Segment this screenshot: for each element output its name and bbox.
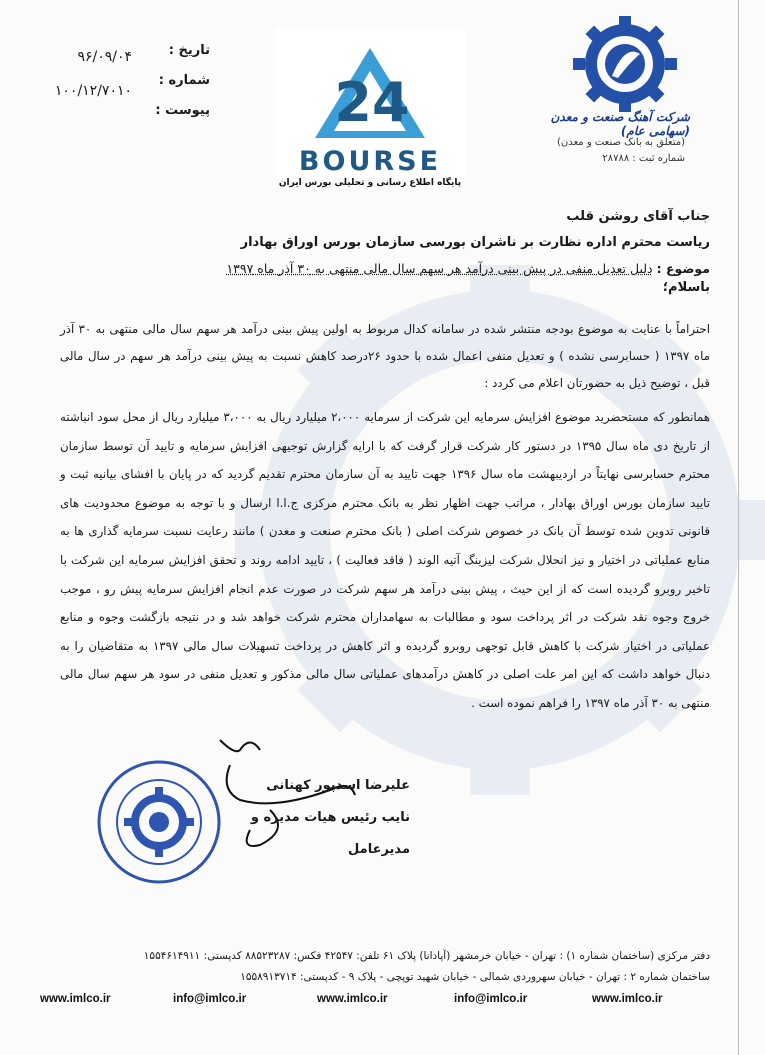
company-name: شرکت آهنگ صنعت و معدن (سهامی عام) <box>550 110 690 138</box>
number-label: شماره : <box>158 73 210 88</box>
recipient-name: جناب آقای روشن قلب <box>566 209 710 224</box>
header-values <box>22 40 132 108</box>
footer-website-link[interactable]: www.imlco.ir <box>317 993 388 1005</box>
footer-email-link[interactable]: info@imlco.ir <box>454 993 528 1005</box>
paragraph-1: احتراماً با عنایت به موضوع بودجه منتشر شده در سامانه کدال مربوط به اولین پیش بینی درآمد هر سهم سال مالی منتهی به ۳۰ آذر ماه ۱۳۹۷ ( حسابرسی نشده ) و تعدیل منفی اعمال شده با حدود ۲۶درصد کاهش نسبت به پیش بینی درآمد هر سهم در سال مالی قبل ، توضیح ذیل به حضورتان اعلام می کردد : <box>60 322 710 390</box>
subject-line <box>60 258 710 280</box>
bourse-tagline: پایگاه اطلاع رسانی و تحلیلی بورس ایران <box>278 178 462 188</box>
svg-text:24: 24 <box>334 71 410 134</box>
greeting: باسلام؛ <box>662 280 710 295</box>
company-affiliation: (متعلق به بانک صنعت و معدن) <box>556 137 685 148</box>
paragraph-2: همانطور که مستحضرید موضوع افزایش سرمایه این شرکت از سرمایه ۲،۰۰۰ میلیارد ریال به ۳،۰۰۰ میلیارد ریال از محل سود انباشته از تاریخ دی ماه سال ۱۳۹۵ در دستور کار شرکت قرار گرفت که با ارایه گزارش توجیهی افزایش سرمایه و تایید آن توسط سازمان محترم حسابرسی نهایتاً در اردیبهشت ماه سال ۱۳۹۶ جهت تایید به آن سازمان محترم تقدیم گردید که در پایان با افشای بیانیه ثبت و تایید سازمان بورس اوراق بهادار ، مراتب جهت اظهار نظر به بانک محترم مرکزی ج.ا.ا ارسال و با توجه به موضوع محدودیت های قانونی تدوین شده توسط آن بانک در خصوص شرکت اصلی ( بانک محترم صنعت و معدن ) مانند رعایت نسبت سرمایه گذاری ها به منابع عملیاتی در اختیار و نیز انحلال شرکت لیزینگ آتیه الوند ( فاقد فعالیت ) ، تایید ادامه روند و تحقق افزایش سرمایه این شرکت با تاخیر روبرو گردیده است که از این حیث ، پیش بینی درآمد هر سهم شرکت در صورت عدم انجام افزایش سرمایه پیش رو ، موجب خروج وجوه نقد شرکت در اثر پرداخت سود و مطالبات به سهامداران محترم شرکت خواهد شد و در نتیجه بازگشت وجوه و منابع عملیاتی در اختیار شرکت با کاهش قابل توجهی روبرو گردیده و اثر کاهش در پرداخت تسهیلات سال مالی ۱۳۹۷ به متقاضیان را به دنبال خواهد داشت که این امر علت اصلی در کاهش درآمدهای عملیاتی سال مالی مذکور و تعدیل منفی در سود هر سهم سال مالی منتهی به ۳۰ آذر ماه ۱۳۹۷ را فراهم نموده است . <box>60 410 711 710</box>
company-gear-logo-icon <box>570 14 680 114</box>
date-value: ۹۶/۰۹/۰۴ <box>77 49 132 65</box>
recipient-title: ریاست محترم اداره نظارت بر ناشران بورسی سازمان بورس اوراق بهادار <box>240 235 710 250</box>
footer-address-2: ساختمان شماره ۲ : تهران - خیابان سهروردی شمالی - خیابان شهید توپچی - پلاک ۹ - کدپستی: ۱۵۵۸۹۱۳۷۱۴ <box>240 971 710 983</box>
attachment-label: پیوست : <box>155 103 210 118</box>
bourse-logo <box>275 28 465 188</box>
footer-email-link[interactable]: info@imlco.ir <box>173 993 247 1005</box>
company-registration: شماره ثبت : ۲۸۷۸۸ <box>602 153 685 164</box>
footer-address-1: دفتر مرکزی (ساختمان شماره ۱) : تهران - خیابان خرمشهر (آپادانا) پلاک ۶۱ تلفن: ۴۲۵۴۷ فکس: ۸۸۵۲۳۲۸۷ کدپستی: ۱۵۵۴۶۱۴۹۱۱ <box>143 950 710 962</box>
footer-contacts <box>40 993 710 1015</box>
signer-title: نایب رئیس هیات مدیره و مدیرعامل <box>250 810 410 857</box>
bourse-wordmark: BOURSE <box>298 146 442 177</box>
date-label: تاریخ : <box>168 43 210 58</box>
subject-label: موضوع : <box>656 261 710 276</box>
number-value: ۱۰۰/۱۲/۷۰۱۰ <box>54 83 132 99</box>
right-border-line <box>738 0 739 1055</box>
signer-name: علیرضا اسدپور کهنانی <box>266 778 410 793</box>
header-labels <box>130 36 210 126</box>
subject-text: دلیل تعدیل منفی در پیش بینی درآمد هر سهم سال مالی منتهی به ۳۰ آذر ماه ۱۳۹۷ <box>226 261 653 276</box>
signer-block <box>210 770 410 866</box>
bourse-triangle-icon <box>310 43 430 143</box>
footer-website-link[interactable]: www.imlco.ir <box>592 993 663 1005</box>
footer-website-link[interactable]: www.imlco.ir <box>40 993 111 1005</box>
recipient-block <box>60 204 710 256</box>
